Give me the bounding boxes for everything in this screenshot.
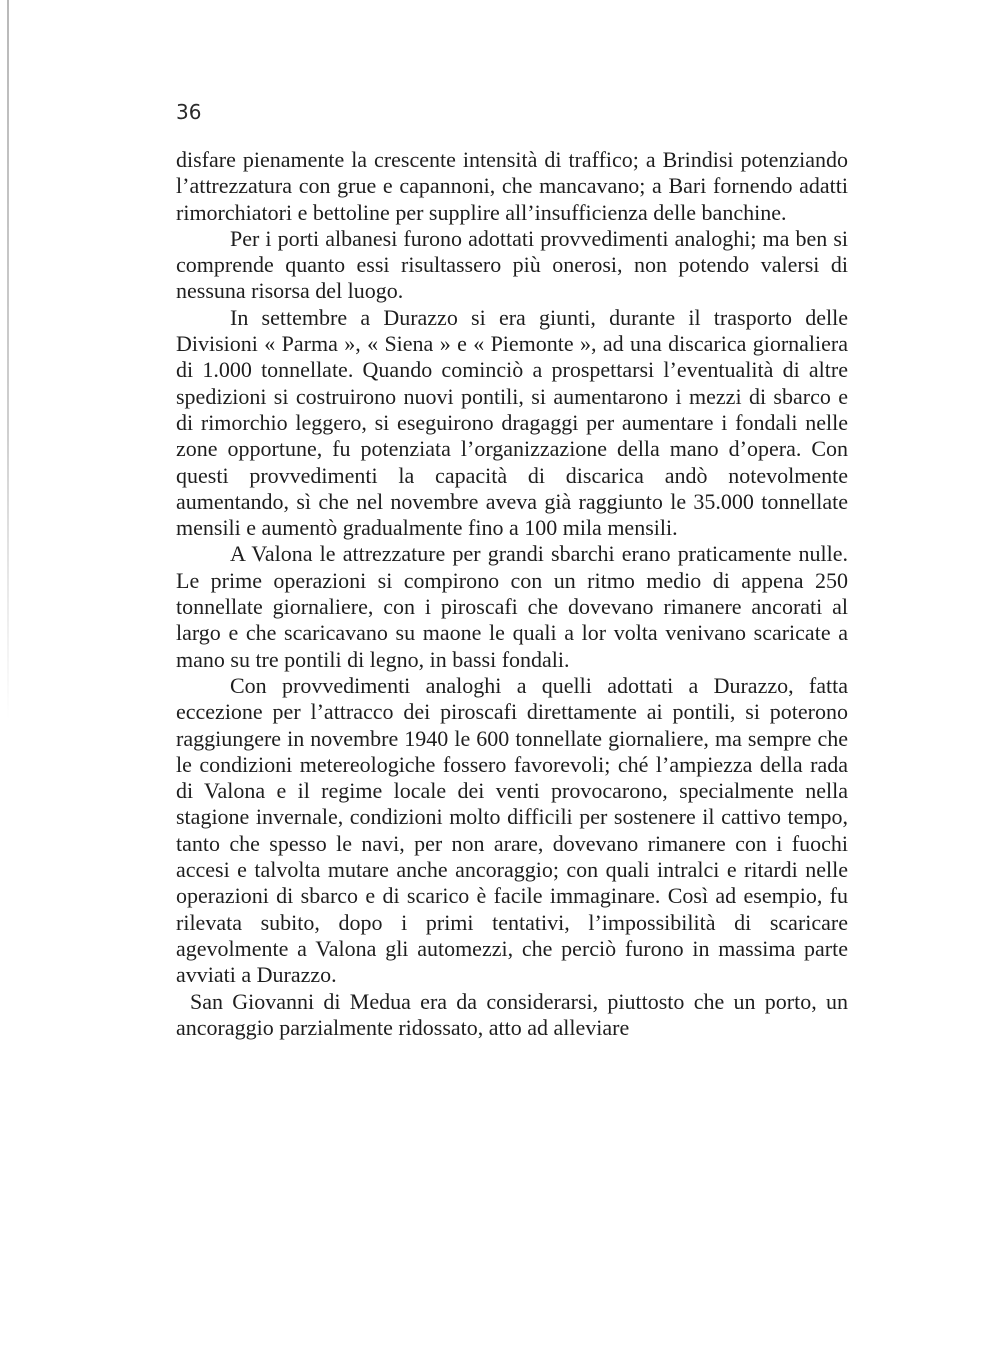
paragraph-5: Con provvedimenti analoghi a quelli adottati a Durazzo, fatta eccezione per l’attracco dei piroscafi direttamente ai pontili, si poterono raggiungere in novembre 1940 le 600 tonnellate giornaliere, ma sempre che le condizioni metereologiche fossero favorevoli; ché l’ampiezza della rada di Valona e il regime locale dei venti provocarono, specialmente nella stagione invernale, condizioni molto difficili per sostenere il cattivo tempo, tanto che spesso le navi, per non arare, dovevano rimanere con i fuochi accesi e talvolta mutare anche ancoraggio; con quali intralci e ritardi nelle operazioni di sbarco e di scarico è facile immaginare. Così ad esempio, fu rilevata subito, dopo i primi tentativi, l’impossibilità di scaricare agevolmente a Valona gli automezzi, che perciò furono in massima parte avviati a Durazzo. (176, 672, 848, 988)
paragraph-4: A Valona le attrezzature per grandi sbarchi erano praticamente nulle. Le prime operazioni si compirono con un ritmo medio di appena 250 tonnellate giornaliere, con i piroscafi che dovevano rimanere ancorati al largo e che scaricavano su maone le quali a lor volta venivano scaricate a mano su tre pontili di legno, in bassi fondali. (176, 541, 848, 672)
paragraph-1: disfare pienamente la crescente intensità di traffico; a Brindisi potenziando l’attrezzatura con grue e capannoni, che mancavano; a Bari fornendo adatti rimorchiatori e bettoline per supplire all’insufficienza delle banchine. (176, 147, 848, 225)
body-text (176, 147, 848, 1041)
page-number: 36 (176, 100, 202, 124)
scan-binding-edge (7, 0, 9, 720)
paragraph-2: Per i porti albanesi furono adottati provvedimenti analoghi; ma ben si comprende quanto essi risultassero più onerosi, non potendo valersi di nessuna risorsa del luogo. (176, 225, 848, 304)
paragraph-6: San Giovanni di Medua era da considerarsi, piuttosto che un porto, un ancoraggio parzialmente ridossato, atto ad alleviare (176, 988, 848, 1040)
paragraph-3: In settembre a Durazzo si era giunti, durante il trasporto delle Divisioni « Parma », « Siena » e « Piemonte », ad una discarica giornaliera di 1.000 tonnellate. Quando cominciò a prospettarsi l’eventualità di altre spedizioni si costruirono nuovi pontili, si aumentarono i mezzi di sbarco e di rimorchio leggero, si eseguirono dragaggi per aumentare i fondali nelle zone opportune, fu potenziata l’organizzazione della mano d’opera. Con questi provvedimenti la capacità di discarica andò notevolmente aumentando, sì che nel novembre aveva già raggiunto le 35.000 tonnellate mensili e aumentò gradualmente fino a 100 mila mensili. (176, 304, 848, 541)
